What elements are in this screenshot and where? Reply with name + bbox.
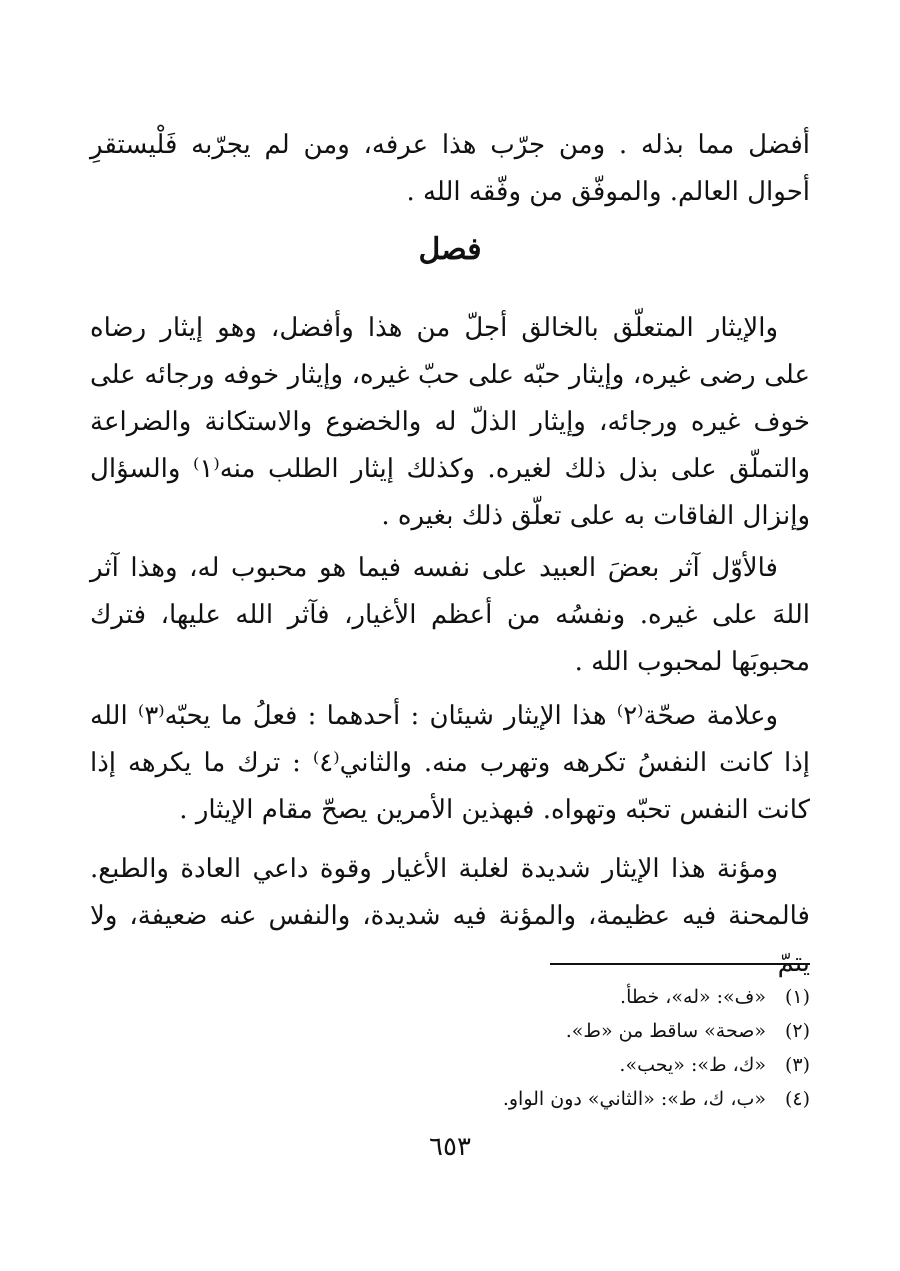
paragraph-4: ومؤنة هذا الإيثار شديدة لغلبة الأغيار وقوة داعي العادة والطبع. فالمحنة فيه عظيمة، والمؤنة فيه شديدة، والنفس عنه ضعيفة، ولا يتمّ bbox=[90, 854, 810, 978]
footnote-text: «ك، ط»: «يحب». bbox=[619, 1054, 766, 1076]
section-heading: فصل bbox=[418, 232, 482, 267]
footnote-number: (٣) bbox=[784, 1054, 810, 1076]
paragraph-block-3 bbox=[90, 693, 810, 834]
footnotes bbox=[90, 980, 810, 1116]
paragraph-block-4 bbox=[90, 846, 810, 987]
footnote-text: «صحة» ساقط من «ط». bbox=[565, 1020, 766, 1042]
paragraph-1: والإيثار المتعلّق بالخالق أجلّ من هذا وأفضل، وهو إيثار رضاه على رضى غيره، وإيثار حبّه على حبّ غيره، وإيثار خوفه ورجائه على خوف غيره ورجائه، وإيثار الذلّ له والخضوع والاستكانة والضراعة والتملّق على بذل ذلك لغيره. وكذلك إيثار الطلب منه⁽١⁾ والسؤال وإنزال الفاقات به على تعلّق ذلك بغيره . bbox=[90, 313, 810, 531]
paragraph-block-2 bbox=[90, 545, 810, 686]
paragraph-3: وعلامة صحّة⁽٢⁾ هذا الإيثار شيئان : أحدهما : فعلُ ما يحبّه⁽٣⁾ الله إذا كانت النفسُ تكرهه وتهرب منه. والثاني⁽٤⁾ : ترك ما يكرهه إذا كانت النفس تحبّه وتهواه. فبهذين الأمرين يصحّ مقام الإيثار . bbox=[90, 701, 810, 825]
footnote-text: «ف»: «له»، خطأ. bbox=[620, 986, 766, 1008]
footnote bbox=[90, 1082, 810, 1116]
footnote-text: «ب، ك، ط»: «الثاني» دون الواو. bbox=[502, 1088, 766, 1110]
page-number: ٦٥٣ bbox=[429, 1132, 471, 1162]
footnote bbox=[90, 1048, 810, 1082]
footnote-divider bbox=[550, 963, 810, 965]
footnote-number: (١) bbox=[784, 986, 810, 1008]
footnote-number: (٤) bbox=[784, 1088, 810, 1110]
footnote bbox=[90, 1014, 810, 1048]
footnote bbox=[90, 980, 810, 1014]
paragraph-0: أفضل مما بذله . ومن جرّب هذا عرفه، ومن لم يجرّبه فَلْيستقرِ أحوال العالم. والموفّق من وفّقه الله . bbox=[90, 130, 810, 207]
continuation-paragraph bbox=[90, 122, 810, 216]
paragraph-2: فالأوّل آثر بعضَ العبيد على نفسه فيما هو محبوب له، وهذا آثر اللهَ على غيره. ونفسُه من أعظم الأغيار، فآثر الله عليها، فترك محبوبَها لمحبوب الله . bbox=[90, 553, 810, 677]
paragraph-block-1 bbox=[90, 305, 810, 540]
footnote-number: (٢) bbox=[784, 1020, 810, 1042]
